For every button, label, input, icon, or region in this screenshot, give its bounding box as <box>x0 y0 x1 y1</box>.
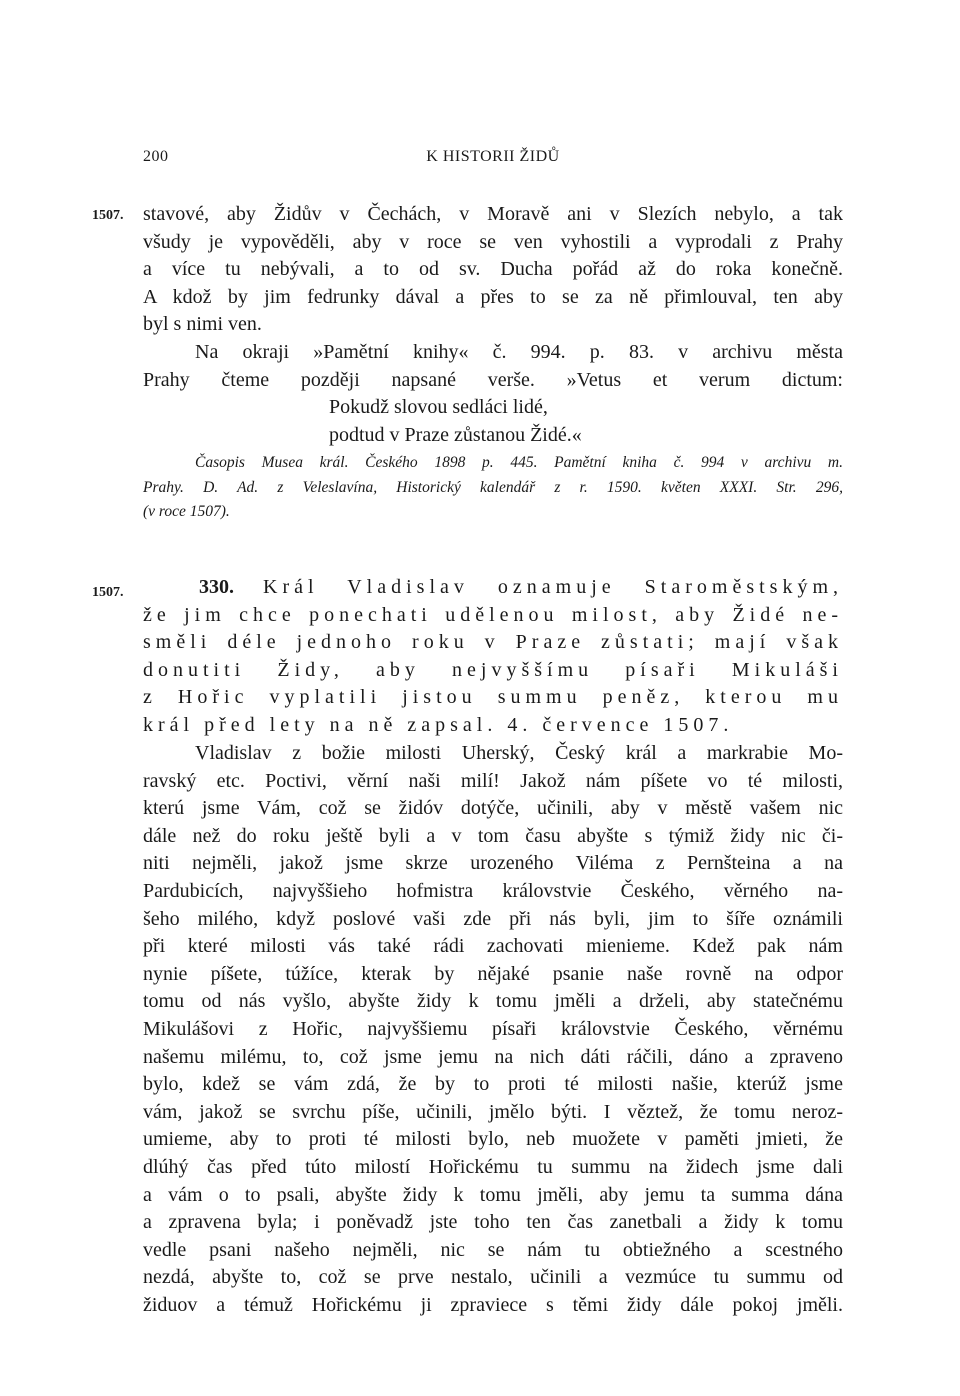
note-line: Prahy čteme později napsané verše. »Vetus et verum dictum: <box>143 368 843 391</box>
letter-line: šeho milého, když poslové vaši zde při nás byli, jim to šíře oznámili <box>143 907 843 930</box>
letter-line: Vladislav z božie milosti Uherský, Český král a markrabie Mo- <box>195 742 843 764</box>
letter-line: nezdá, abyšte to, což se prve nestalo, učinili a vezmúce tu summu od <box>143 1266 843 1289</box>
letter-line: Pardubicích, najvyššieho hofmistra královstvie Českého, věrného na- <box>143 879 843 902</box>
note-line: Na okraji »Pamětní knihy« č. 994. p. 83. v archivu města <box>195 340 843 363</box>
source-line: Časopis Musea král. Českého 1898 p. 445. Pamětní kniha č. 994 v archivu m. <box>195 454 843 471</box>
letter-line: kterú jsme Vám, což se židóv dotýče, učinili, aby v městě vašem nic <box>143 797 843 820</box>
letter-line: Mikulášovi z Hořic, najvyššiemu písaři královstvie Českého, věrnému <box>143 1017 843 1040</box>
letter-line: niti nejměli, jakož jsme skrze urozeného Viléma z Pernšteina a na <box>143 852 843 875</box>
top-paragraph <box>143 201 843 449</box>
regest-line: že jim chce ponechati udělenou milost, aby Židé ne- <box>143 603 843 626</box>
letter-line: ravský etc. Poctivi, věrní naši milí! Jakož nám píšete vo té milosti, <box>143 769 843 792</box>
letter-line: vám, jakož se svrchu píše, učinili, jmělo býti. I věztež, že tomu neroz- <box>143 1100 843 1123</box>
margin-year-entry: 1507. <box>92 585 124 600</box>
entry-number: 330. <box>199 576 234 598</box>
source-line: (v roce 1507). <box>143 503 230 520</box>
letter-line: bylo, kdež se vám zdá, že by to proti té milosti našie, kterúž jsme <box>143 1073 843 1096</box>
text-line: a více tu nebývali, a to od sv. Ducha pořád až do roka konečně. <box>143 258 843 281</box>
letter-line: našemu milému, to, což jsme jemu na nich dáti ráčili, dáno a zpraveno <box>143 1045 843 1068</box>
letter-line: dlúhý čas před túto milostí Hořickému tu summu na židech jsme dali <box>143 1155 843 1178</box>
page-number: 200 <box>143 148 169 165</box>
letter-line: umieme, aby to proti té milosti bylo, neb muožete v paměti jmieti, že <box>143 1128 843 1151</box>
source-line: Prahy. D. Ad. z Veleslavína, Historický kalendář z r. 1590. květen XXXI. Str. 296, <box>143 478 843 496</box>
letter-body <box>143 740 843 1319</box>
letter-line: a zpravena byla; i poněvadž jste toho ten čas zanetbali a židy k tomu <box>143 1211 843 1234</box>
regest-line: donutiti Židy, aby nejvyššímu písaři Mikuláši <box>143 658 843 681</box>
letter-line: vedle psani našeho nejměli, nic se nám tu obtiežného a scestného <box>143 1238 843 1261</box>
letter-line: nynie píšete, túžíce, kterak by nějaké psanie naše rovně na odpor <box>143 962 843 985</box>
verse-line: Pokudž slovou sedláci lidé, <box>329 396 548 419</box>
text-line: všudy je vypověděli, aby v roce se ven vyhostili a vyprodali z Prahy <box>143 230 843 253</box>
text-line: stavové, aby Židův v Čechách, v Moravě ani v Slezích nebylo, a tak <box>143 203 843 225</box>
letter-line: tomu od nás vyšlo, abyšte židy k tomu jměli a drželi, aby statečnému <box>143 990 843 1013</box>
letter-line: židuov a témuž Hořickému ji zpraviece s těmi židy dále pokoj jměli. <box>143 1293 843 1316</box>
margin-year-top: 1507. <box>92 208 124 223</box>
verse-line: podtud v Praze zůstanou Židé.« <box>329 423 582 446</box>
regest-line: z Hořic vyplatili jistou summu peněz, kterou mu <box>143 686 843 709</box>
letter-line: a vám o to psali, abyšte židy k tomu jměli, aby jemu ta summa dána <box>143 1183 843 1206</box>
letter-line: při které milosti vás také rádi zachovati mienieme. Kdež pak nám <box>143 935 843 958</box>
entry-regest <box>143 574 843 740</box>
text-line: byl s nimi ven. <box>143 313 262 336</box>
regest-line-first-text: Král Vladislav oznamuje Staroměstským, <box>263 576 844 598</box>
regest-line: směli déle jednoho roku v Praze zůstati; mají však <box>143 631 843 654</box>
letter-line: dále než do roku ještě byli a v tom času abyšte s týmiž židy nic či- <box>143 824 843 847</box>
text-line: A kdož by jim fedrunky dával a přes to se za ně přimlouval, ten aby <box>143 285 843 308</box>
source-citation <box>143 451 843 525</box>
regest-line-first <box>143 574 843 602</box>
regest-line: král před lety na ně zapsal. 4. července 1507. <box>143 713 734 736</box>
running-title: K HISTORII ŽIDŮ <box>426 148 560 165</box>
